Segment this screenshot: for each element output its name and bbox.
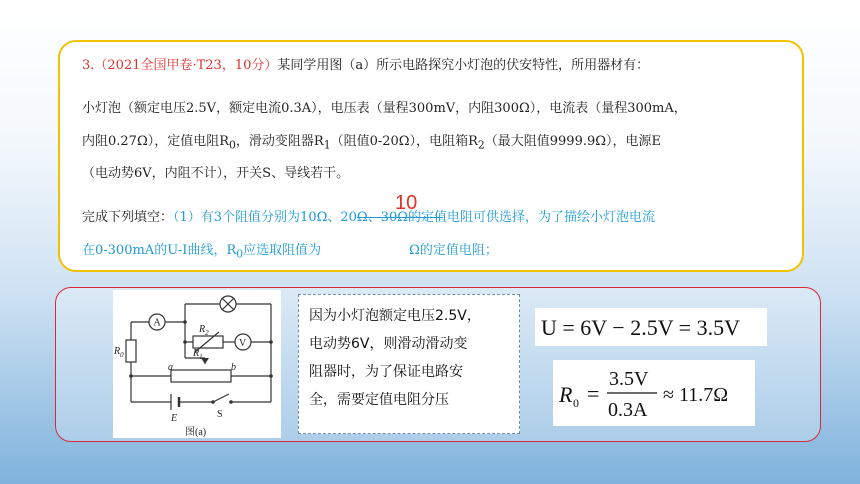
task-line-2: 在0-300mA的U-I曲线，$R_0$应选取阻值为 Ω的定值电阻； xyxy=(82,243,498,261)
answer-value: 10 xyxy=(395,192,418,214)
explanation-line-1: 因为小灯泡额定电压2.5V， xyxy=(309,308,481,324)
question-line-3: 内阻0.27Ω），定值电阻$R_0$，滑动变阻器$R_1$（阻值0-20Ω），电阻箱$R_2$（最大阻值9999.9Ω），电源E xyxy=(82,134,662,152)
question-card xyxy=(58,40,804,272)
circuit-figure xyxy=(113,290,281,438)
question-header xyxy=(82,54,649,73)
equation-voltage xyxy=(535,308,767,346)
equation-voltage-text: U = 6V − 2.5V = 3.5V xyxy=(541,315,740,340)
switch-label: S xyxy=(217,409,223,420)
task-line-1: 完成下列填空：（1）有3个阻值分别为10Ω、20Ω、30Ω的定值电阻可供选择，为了描绘小灯泡电流 xyxy=(82,210,656,225)
question-source: 3.（2021全国甲卷·T23，10分） xyxy=(82,58,278,73)
r0-subscript: 0 xyxy=(573,396,579,410)
figure-caption: 图(a) xyxy=(185,427,207,438)
r1-label: $R_1$ xyxy=(193,348,203,361)
question-intro: 某同学用图（a）所示电路探究小灯泡的伏安特性，所用器材有： xyxy=(277,58,650,73)
explanation-line-3: 阻器时，为了保证电路安 xyxy=(309,364,463,380)
explanation-box xyxy=(298,294,520,434)
question-line-2: 小灯泡（额定电压2.5V，额定电流0.3A），电压表（量程300mV，内阻300Ω），电流表（量程300mA， xyxy=(82,101,687,116)
equals-sign: = xyxy=(587,381,600,406)
circuit-diagram xyxy=(113,290,281,438)
fraction-numerator: 3.5V xyxy=(609,368,649,390)
explanation-line-4: 全，需要定值电阻分压 xyxy=(309,392,449,408)
ammeter-label: A xyxy=(153,317,161,329)
equation-resistance xyxy=(553,360,755,426)
result-value: ≈ 11.7Ω xyxy=(663,384,729,406)
point-b-label: b xyxy=(231,362,236,373)
r2-label: $R_2$ xyxy=(199,324,209,337)
question-line-4: （电动势6V，内阻不计），开关S、导线若干。 xyxy=(82,166,350,181)
fraction-denominator: 0.3A xyxy=(608,399,648,421)
voltmeter-label: V xyxy=(239,338,247,349)
battery-label: E xyxy=(171,413,178,424)
r0-label: $R_0$ xyxy=(114,346,124,359)
r0-symbol: R xyxy=(559,382,573,407)
point-a-label: a xyxy=(168,362,173,373)
answer-underline xyxy=(357,217,443,218)
explanation-line-2: 电动势6V，则滑动滑动变 xyxy=(309,336,468,352)
